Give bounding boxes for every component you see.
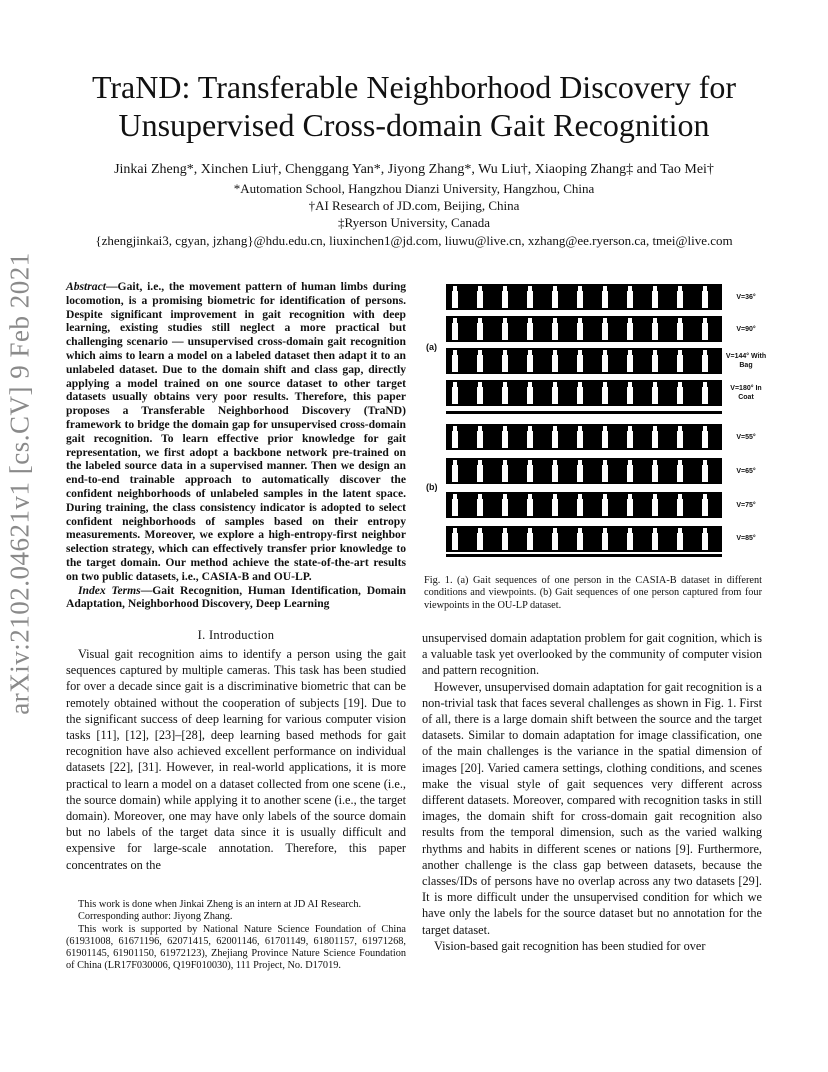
affiliation-3: ‡Ryerson University, Canada [337, 215, 491, 230]
gait-silhouette [677, 350, 683, 372]
gait-silhouette [602, 382, 608, 404]
gait-silhouette [602, 426, 608, 448]
gait-silhouette [677, 426, 683, 448]
gait-silhouette [502, 318, 508, 340]
gait-silhouette [577, 382, 583, 404]
gait-silhouette [477, 318, 483, 340]
panel-a-label: (a) [426, 342, 437, 352]
gait-silhouette [677, 382, 683, 404]
gait-silhouette [527, 494, 533, 516]
right-paragraph-3: Vision-based gait recognition has been studied for over [434, 938, 706, 953]
footnote-1: This work is done when Jinkai Zheng is an intern at JD AI Research. [78, 899, 362, 910]
gait-silhouette [452, 460, 458, 482]
view-label-a4: V=180° In Coat [730, 385, 762, 401]
gait-silhouette [502, 460, 508, 482]
gait-silhouette [702, 528, 708, 550]
gait-silhouette [602, 460, 608, 482]
gait-silhouette [577, 286, 583, 308]
gait-silhouette [627, 528, 633, 550]
gait-silhouette [552, 460, 558, 482]
view-label-a2: V=90° [736, 326, 756, 333]
gait-silhouette [652, 286, 658, 308]
gait-silhouette [502, 286, 508, 308]
gait-silhouette [652, 382, 658, 404]
gait-silhouette [527, 350, 533, 372]
gait-silhouette [652, 318, 658, 340]
gait-row-b2 [446, 458, 722, 484]
gait-row-b1 [446, 424, 722, 450]
right-paragraph-1: unsupervised domain adaptation problem for gait cognition, which is a valuable task yet overlooked by the community of computer vision and pattern recognition. [422, 631, 762, 678]
gait-silhouette [702, 460, 708, 482]
gait-silhouette [652, 494, 658, 516]
abstract-label: Abstract [66, 280, 106, 293]
gait-silhouette [577, 318, 583, 340]
gait-silhouette [477, 494, 483, 516]
gait-silhouette [602, 528, 608, 550]
gait-silhouette [652, 528, 658, 550]
gait-silhouette [652, 460, 658, 482]
gait-silhouette [702, 286, 708, 308]
gait-silhouette [652, 350, 658, 372]
gait-row-a2 [446, 316, 722, 342]
gait-row-a1 [446, 284, 722, 310]
gait-silhouette [452, 382, 458, 404]
gait-silhouette [477, 286, 483, 308]
gait-silhouette [577, 528, 583, 550]
gait-silhouette [677, 318, 683, 340]
gait-silhouette [477, 426, 483, 448]
gait-silhouette [527, 318, 533, 340]
gait-silhouette [677, 286, 683, 308]
gait-silhouette [452, 426, 458, 448]
section-heading: I. Introduction [197, 628, 275, 642]
gait-silhouette [477, 382, 483, 404]
gait-silhouette [627, 350, 633, 372]
figure-1 [420, 280, 766, 562]
arxiv-id-text: arXiv:2102.04621v1 [cs.CV] 9 Feb 2021 [4, 252, 35, 715]
gait-silhouette [702, 350, 708, 372]
gait-silhouette [627, 460, 633, 482]
intro-right-column [422, 630, 762, 954]
intro-left-column [66, 646, 406, 873]
gait-silhouette [527, 286, 533, 308]
gait-silhouette [477, 460, 483, 482]
gait-silhouette [677, 460, 683, 482]
gait-silhouette [552, 494, 558, 516]
author-emails: {zhengjinkai3, cgyan, jzhang}@hdu.edu.cn, liuxinchen1@jd.com, liuwu@live.cn, xzhang@ee.ryerson.ca, tmei@live.com [95, 233, 733, 248]
gait-silhouette [627, 494, 633, 516]
gait-silhouette [702, 382, 708, 404]
footnotes [66, 899, 406, 973]
right-paragraph-2: However, unsupervised domain adaptation for gait recognition is a non-trivial task that faces several challenges as shown in Fig. 1. First of all, there is a large domain shift between the source and the target datasets. Similar to domain adaptation for image classification, one of the main challenges is the variance in the spatial dimension of images [20]. Varied camera settings, clothing conditions, and scenes make the visual style of gait sequences very different across different datasets. Moreover, compared with recognition tasks in still images, the domain shift for cross-domain gait recognition also results from the temporal dimension, such as the varied walking rhythms and habits in different scenes or nations [9]. Furthermore, another challenge is the class gap between datasets, because the classes/IDs of persons have no overlap across any two datasets [29]. It is more difficult under the unsupervised condition for which we have only the labels for the source dataset but no annotation for the target dataset. [422, 679, 762, 937]
gait-row-b4 [446, 526, 722, 552]
gait-silhouette [477, 350, 483, 372]
gait-row-b3 [446, 492, 722, 518]
affiliation-1: *Automation School, Hangzhou Dianzi University, Hangzhou, China [233, 181, 595, 196]
footnote-2: Corresponding author: Jiyong Zhang. [78, 911, 233, 923]
gait-row-a4 [446, 380, 722, 406]
gait-silhouette [602, 286, 608, 308]
view-label-b2: V=65° [736, 468, 756, 475]
footnote-3: This work is supported by National Nature Science Foundation of China (61931008, 61671196, 62071415, 62001146, 61701149, 61801157, 61971268, 61901145, 61901150, 61972123), Zhejiang Province Nature Science Foundation of China (LR17F030006, Q19F010030), 111 Project, No. D17019. [66, 923, 406, 972]
arrow-b [446, 554, 722, 557]
gait-silhouette [627, 286, 633, 308]
view-label-b1: V=55° [736, 434, 756, 441]
gait-silhouette [552, 382, 558, 404]
gait-silhouette [502, 350, 508, 372]
gait-silhouette [452, 350, 458, 372]
gait-silhouette [577, 494, 583, 516]
gait-silhouette [452, 286, 458, 308]
gait-silhouette [602, 494, 608, 516]
figure-caption: Fig. 1. (a) Gait sequences of one person in the CASIA-B dataset in different conditions and viewpoints. (b) Gait sequences of one person captured from four viewpoints in the OU-LP dataset. [424, 575, 762, 611]
gait-silhouette [452, 318, 458, 340]
gait-silhouette [677, 494, 683, 516]
intro-paragraph-1: Visual gait recognition aims to identify a person using the gait sequences captured by multiple cameras. This task has been studied for over a decade since gait is a discriminative biometric that can be remotely obtained without the cooperation of subjects [19]. Due to the significant success of deep learning for various computer vision tasks [11], [12], [23]–[28], deep learning based methods for gait recognition have also achieved excellent performance on individual datasets [22], [31]. However, in real-world applications, it is more practical to learn a model on a dataset collected from one scene (i.e., the source domain) while applying it to another scene (i.e., the target domain). Moreover, one may have only labels of the source domain but no labels of the target data since it is usually difficult and expensive for large-scale annotation. Therefore, this paper concentrates on the [66, 647, 406, 872]
gait-silhouette [702, 318, 708, 340]
gait-silhouette [702, 426, 708, 448]
abstract-text: —Gait, i.e., the movement pattern of human limbs during locomotion, is a promising biometric for identification of persons. Despite significant improvement in gait recognition with deep learning, existing studies still neglect a more practical but challenging scenario — unsupervised cross-domain gait recognition which aims to learn a model on a labeled dataset then adapt it to an unlabeled dataset. Due to the domain shift and class gap, directly applying a model trained on one source dataset to other target datasets usually obtains very poor results. Therefore, this paper proposes a Transferable Neighborhood Discovery (TraND) framework to bridge the domain gap for unsupervised cross-domain gait recognition. To learn effective prior knowledge for gait representation, we first adopt a backbone network pre-trained on the labeled source data in a supervised manner. Then we design an end-to-end trainable approach to automatically discover the confident neighborhoods of unlabeled samples in the latent space. During training, the class consistency indicator is adopted to select confident neighborhoods of samples based on their entropy measurements. Moreover, we explore a high-entropy-first neighbor selection strategy, which can effectively transfer prior knowledge to the target domain. Our method achieve the state-of-the-art results on two public datasets, i.e., CASIA-B and OU-LP. [66, 280, 406, 583]
index-terms-text: —Gait Recognition, Human Identification, Domain Adaptation, Neighborhood Discovery, Deep Learning [66, 583, 406, 611]
gait-silhouette [577, 426, 583, 448]
view-label-b3: V=75° [736, 502, 756, 509]
gait-silhouette [502, 494, 508, 516]
gait-silhouette [552, 350, 558, 372]
gait-silhouette [552, 286, 558, 308]
title-line-1: TraND: Transferable Neighborhood Discovery for [91, 69, 737, 105]
view-label-b4: V=85° [736, 535, 756, 542]
view-label-a3: V=144° With Bag [725, 353, 767, 369]
arrow-a [446, 411, 722, 414]
gait-silhouette [502, 528, 508, 550]
gait-silhouette [527, 426, 533, 448]
gait-silhouette [452, 528, 458, 550]
gait-silhouette [602, 318, 608, 340]
gait-silhouette [452, 494, 458, 516]
gait-silhouette [652, 426, 658, 448]
gait-silhouette [552, 318, 558, 340]
gait-silhouette [502, 426, 508, 448]
gait-silhouette [527, 382, 533, 404]
paper-title [60, 68, 768, 144]
gait-silhouette [677, 528, 683, 550]
affiliation-2: †AI Research of JD.com, Beijing, China [308, 198, 520, 213]
abstract [66, 280, 406, 611]
gait-silhouette [627, 382, 633, 404]
gait-silhouette [552, 426, 558, 448]
gait-silhouette [577, 350, 583, 372]
gait-silhouette [477, 528, 483, 550]
title-line-2: Unsupervised Cross-domain Gait Recognition [118, 107, 710, 143]
gait-silhouette [502, 382, 508, 404]
gait-silhouette [527, 528, 533, 550]
gait-silhouette [602, 350, 608, 372]
gait-silhouette [627, 318, 633, 340]
view-label-a1: V=36° [736, 294, 756, 301]
gait-silhouette [552, 528, 558, 550]
author-list: Jinkai Zheng*, Xinchen Liu†, Chenggang Yan*, Jiyong Zhang*, Wu Liu†, Xiaoping Zhang‡ and Tao Mei† [114, 162, 714, 177]
panel-b-label: (b) [426, 482, 438, 492]
gait-silhouette [702, 494, 708, 516]
gait-row-a3 [446, 348, 722, 374]
index-terms-label: Index Terms [78, 583, 141, 597]
gait-silhouette [577, 460, 583, 482]
gait-silhouette [627, 426, 633, 448]
gait-silhouette [527, 460, 533, 482]
